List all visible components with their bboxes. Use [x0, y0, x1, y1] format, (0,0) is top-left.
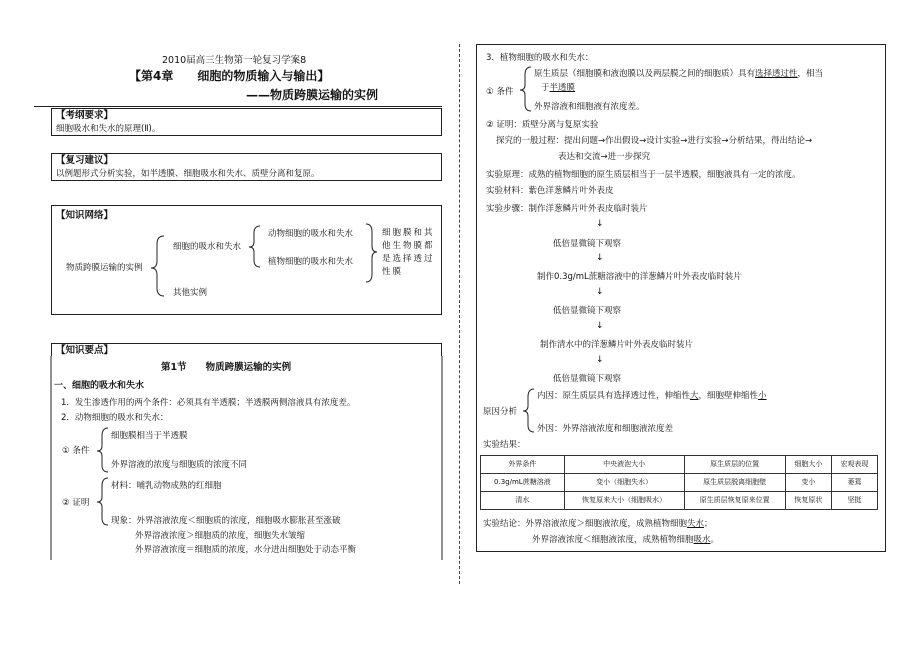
kaogang-title: 【考纲要求】 [56, 110, 114, 121]
animal-phen1: 现象：外界溶液浓度＜细胞质的浓度，细胞吸水膨胀甚至涨破 [111, 516, 341, 526]
animal-phen2: 外界溶液浓度＞细胞质的浓度，细胞失水皱缩 [135, 531, 306, 541]
chapter-title: 【第4章 细胞的物质输入与输出】 [129, 69, 330, 83]
step-4: 制作清水中的洋葱鳞片叶外表皮临时装片 [540, 340, 694, 350]
conclusion-1-u: 失水 [687, 519, 705, 529]
plant-proof: ② 证明：质壁分离与复原实验 [486, 120, 599, 130]
table-cell: 恢复原状 [785, 492, 831, 510]
animal-phen3: 外界溶液浓度＝细胞质的浓度，水分进出细胞处于动态平衡 [135, 545, 357, 555]
table-row [481, 474, 878, 492]
plant-cond1-b: ，相当 [797, 69, 824, 79]
animal-proof-label: ② 证明 [62, 498, 90, 508]
step-5: 低倍显微镜下观察 [553, 374, 622, 384]
animal-cond-label: ① 条件 [62, 446, 90, 456]
item2-text: 2．动物细胞的吸水和失水： [61, 413, 169, 423]
plant-cond1-underline2: 半透膜 [549, 83, 576, 93]
step-arrow-3: ↓ [596, 287, 604, 297]
network-branch2: 其他实例 [173, 288, 208, 298]
section-subtitle: ——物质跨膜运输的实例 [246, 88, 379, 102]
exp-materials: 实验材料：紫色洋葱鳞片叶外表皮 [486, 186, 614, 196]
results-table [480, 455, 878, 510]
step-arrow-5: ↓ [596, 355, 604, 365]
jianyi-title: 【复习建议】 [56, 155, 114, 166]
exp-steps: 实验步骤：制作洋葱鳞片叶外表皮临时装片 [486, 204, 648, 214]
plant-cond1-a: 原生质层（细胞膜和液泡膜以及两层膜之间的细胞质）具有 [534, 69, 756, 79]
conclusion-2-a: 外界溶液浓度＜细胞液浓度，成熟植物细胞 [532, 535, 694, 545]
plant-cond1-c: 于 [541, 83, 550, 93]
network-leaf2: 植物细胞的吸水和失水 [268, 257, 354, 267]
step-3: 低倍显微镜下观察 [553, 306, 622, 316]
animal-cond1: 细胞膜相当于半透膜 [111, 431, 188, 441]
step-2: 制作0.3g/mL蔗糖溶液中的洋葱鳞片叶外表皮临时装片 [537, 272, 742, 282]
reason-inner-a: 内因：原生质层具有选择透过性，伸缩性 [537, 391, 691, 401]
network-conclusion-2: 他生物膜都 [382, 241, 435, 251]
conclusion-1-a: 实验结论：外界溶液浓度＞细胞液浓度，成熟植物细胞 [483, 519, 688, 529]
plant-cond2: 外界溶液和细胞液有浓度差。 [534, 102, 645, 112]
network-conclusion-1: 细胞膜和其 [382, 228, 435, 238]
table-cell: 坚挺 [831, 492, 877, 510]
reason-outer: 外因：外界溶液浓度和细胞液浓度差 [537, 424, 674, 434]
step-arrow-2: ↓ [596, 253, 604, 263]
table-header-cell: 中央液泡大小 [564, 456, 684, 474]
doc-subtitle: 2010届高三生物第一轮复习学案8 [162, 55, 307, 66]
reason-inner-u2: 小 [758, 391, 767, 401]
table-cell: 清水 [481, 492, 565, 510]
animal-cond2: 外界溶液的浓度与细胞质的浓度不同 [111, 460, 248, 470]
step-arrow-4: ↓ [596, 321, 604, 331]
table-row [481, 456, 878, 474]
table-header-cell: 细胞大小 [785, 456, 831, 474]
table-cell: 原生质层脱离细胞壁 [684, 474, 785, 492]
table-header-cell: 宏观表现 [831, 456, 877, 474]
network-leaf1: 动物细胞的吸水和失水 [268, 229, 354, 239]
step-arrow-1: ↓ [596, 219, 604, 229]
points-title: 【知识要点】 [56, 345, 114, 356]
network-branch1: 细胞的吸水和失水 [173, 242, 242, 252]
table-cell: 萎蔫 [831, 474, 877, 492]
network-root: 物质跨膜运输的实例 [66, 263, 143, 273]
animal-material: 材料：哺乳动物成熟的红细胞 [111, 481, 222, 491]
conclusion-1 [483, 519, 713, 530]
process-line2: 表达和交流→进一步探究 [558, 152, 651, 162]
table-cell: 0.3g/mL蔗糖溶液 [481, 474, 565, 492]
network-title: 【知识网络】 [56, 210, 114, 221]
plant-cond-label: ① 条件 [486, 87, 514, 97]
jianyi-text: 以例题形式分析实验，如半透膜、细胞吸水和失水、质壁分离和复原。 [56, 169, 320, 179]
plant-item3: 3．植物细胞的吸水和失水： [486, 53, 594, 63]
item1-text: 1．发生渗透作用的两个条件：必须具有半透膜；半透膜两侧溶液具有浓度差。 [61, 398, 356, 408]
step-1: 低倍显微镜下观察 [553, 239, 622, 249]
process-line1: 探究的一般过程：提出问题→作出假设→设计实验→进行实验→分析结果，得出结论→ [496, 136, 813, 146]
reason-inner-b: ，细胞壁伸缩性 [698, 391, 759, 401]
exp-principle: 实验原理：成熟的植物细胞的原生质层相当于一层半透膜，细胞液具有一定的浓度。 [486, 170, 801, 180]
kaogang-text: 细胞吸水和失水的原理(Ⅱ)。 [56, 124, 161, 134]
conclusion-2-u: 吸水 [693, 535, 711, 545]
points-section-title: 第1节 物质跨膜运输的实例 [161, 362, 292, 373]
table-cell: 变小 [785, 474, 831, 492]
plant-cond1-underline: 选择透过性 [755, 69, 798, 79]
table-row [481, 492, 878, 510]
network-conclusion-3: 是选择透过 [382, 254, 435, 264]
conclusion-2-b: 。 [710, 535, 720, 545]
table-header-cell: 外界条件 [481, 456, 565, 474]
table-header-cell: 原生质层的位置 [684, 456, 785, 474]
reason-inner-u1: 大 [690, 391, 699, 401]
reason-label: 原因分析 [483, 407, 518, 417]
table-cell: 原生质层恢复原来位置 [684, 492, 785, 510]
table-cell: 恢复原来大小（细胞吸水） [564, 492, 684, 510]
network-conclusion-4: 性膜 [382, 267, 404, 277]
part1-title: 一、细胞的吸水和失水 [54, 381, 145, 391]
results-title: 实验结果： [483, 440, 526, 450]
table-cell: 变小（细胞失水） [564, 474, 684, 492]
conclusion-1-b: ； [704, 519, 713, 529]
conclusion-2 [532, 535, 719, 546]
